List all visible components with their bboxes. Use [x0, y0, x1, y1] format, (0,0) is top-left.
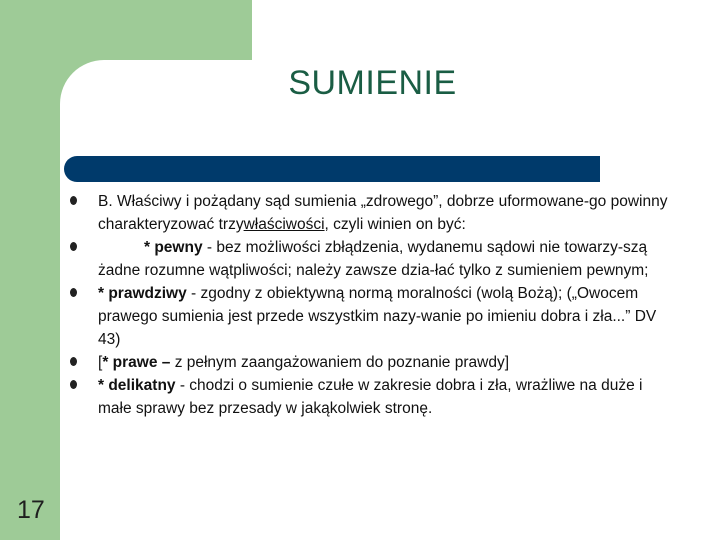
- bullet-dot-icon: [70, 357, 77, 366]
- bullet-dot-icon: [70, 380, 77, 389]
- bullet-text: * pewny - bez możliwości zbłądzenia, wydanemu sądowi nie towarzy-szą żadne rozumne wątpliwości; należy zawsze dzia-łać tylko z sumieniem pewnym;: [98, 239, 649, 279]
- bullet-item-3: [70, 282, 680, 351]
- bullet-item-2: [70, 236, 680, 282]
- bullet-dot-icon: [70, 196, 77, 205]
- bullet-dot-icon: [70, 288, 77, 297]
- bullet-text: [* prawe – z pełnym zaangażowaniem do poznanie prawdy]: [98, 354, 509, 371]
- bullet-text: * prawdziwy - zgodny z obiektywną normą moralności (wolą Bożą); („Owocem prawego sumienia jest przede wszystkim nazy-wanie po imieniu dobra i zła...” DV 43): [98, 285, 657, 348]
- bullet-list: [70, 190, 680, 420]
- bullet-item-1: [70, 190, 680, 236]
- page-number: 17: [17, 496, 45, 524]
- bullet-item-4: [70, 351, 680, 374]
- bullet-text: B. Właściwy i pożądany sąd sumienia „zdrowego”, dobrze uformowane-go powinny charakteryzować trzywłaściwości, czyli winien on być:: [98, 193, 668, 233]
- bullet-item-5: [70, 374, 680, 420]
- slide-title: SUMIENIE: [288, 64, 457, 102]
- bullet-text: * delikatny - chodzi o sumienie czułe w zakresie dobra i zła, wrażliwe na duże i małe sprawy bez przesady w jakąkolwiek stronę.: [98, 377, 643, 417]
- bullet-dot-icon: [70, 242, 77, 251]
- title-divider-bar: [64, 156, 600, 182]
